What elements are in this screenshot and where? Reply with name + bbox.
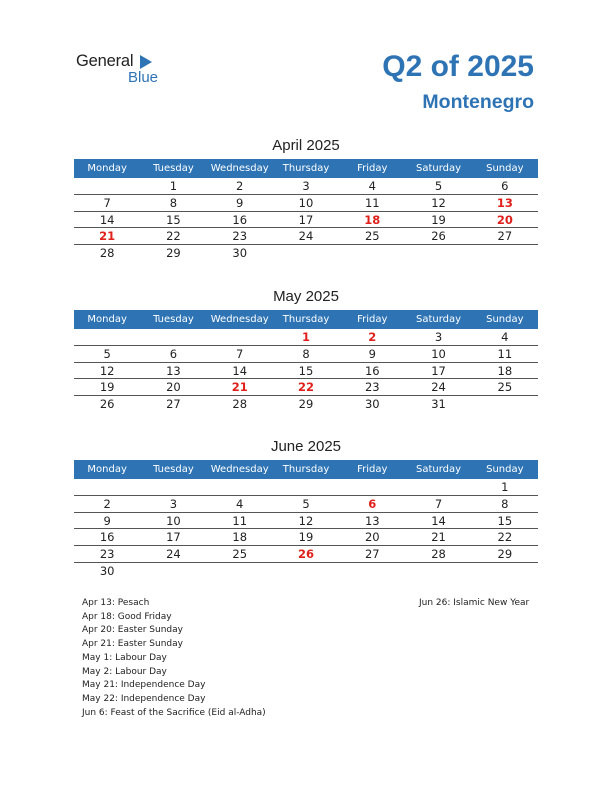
week-row <box>74 496 538 513</box>
weekday-header <box>74 460 538 479</box>
day-cell: 3 <box>302 179 310 193</box>
empty-day-cell <box>273 563 339 580</box>
day-cell: 15 <box>166 212 181 227</box>
day-cell: 23 <box>99 547 115 562</box>
week-row <box>74 479 538 496</box>
weekday-saturday: Saturday <box>416 163 462 174</box>
day-cell: 13 <box>496 195 513 210</box>
week-row <box>74 546 538 563</box>
day-cell: 18 <box>497 363 513 378</box>
day-cell: 25 <box>364 229 380 244</box>
day-cell: 25 <box>232 547 248 562</box>
holiday-item: May 21: Independence Day <box>82 680 206 691</box>
day-cell: 29 <box>497 547 513 562</box>
day-cell: 24 <box>431 380 446 395</box>
week-row <box>74 563 538 580</box>
empty-day-cell <box>207 563 273 580</box>
empty-day-cell <box>405 563 471 580</box>
holiday-item: Jun 6: Feast of the Sacrifice (Eid al-Adha) <box>82 707 266 718</box>
day-cell: 29 <box>298 397 314 412</box>
day-cell: 7 <box>434 496 443 511</box>
weekday-thursday: Thursday <box>282 163 330 174</box>
day-cell: 22 <box>497 530 513 545</box>
day-cell: 15 <box>497 513 513 528</box>
weekday-thursday: Thursday <box>282 464 330 475</box>
day-cell: 20 <box>496 212 513 227</box>
country-name: Montenegro <box>422 91 534 113</box>
holiday-item: Apr 20: Easter Sunday <box>82 625 183 636</box>
day-cell: 1 <box>169 179 178 193</box>
day-cell: 7 <box>103 195 111 210</box>
empty-day-cell <box>140 329 206 345</box>
day-cell: 9 <box>236 195 244 210</box>
empty-day-cell <box>273 245 339 262</box>
holiday-item: Apr 21: Easter Sunday <box>82 639 183 650</box>
day-cell: 27 <box>364 547 380 562</box>
empty-day-cell <box>74 479 140 495</box>
day-cell: 2 <box>368 330 377 344</box>
holiday-list-left <box>82 597 266 720</box>
day-cell: 5 <box>302 496 310 511</box>
day-cell: 22 <box>297 380 314 395</box>
month-june <box>74 438 538 580</box>
weekday-saturday: Saturday <box>416 464 462 475</box>
holiday-item: May 22: Independence Day <box>82 693 206 704</box>
day-cell: 24 <box>298 229 314 244</box>
weekday-thursday: Thursday <box>282 314 330 325</box>
day-cell: 14 <box>99 212 115 227</box>
day-cell: 18 <box>364 212 381 227</box>
day-cell: 12 <box>431 195 446 210</box>
day-cell: 3 <box>434 330 443 344</box>
day-cell: 30 <box>99 563 115 578</box>
day-cell: 17 <box>431 363 446 378</box>
day-cell: 6 <box>501 179 509 193</box>
empty-day-cell <box>207 479 273 495</box>
day-cell: 16 <box>99 530 115 545</box>
day-cell: 25 <box>497 380 513 395</box>
day-cell: 11 <box>497 346 513 361</box>
week-row <box>74 396 538 413</box>
day-cell: 12 <box>99 363 115 378</box>
day-cell: 4 <box>368 179 376 193</box>
day-cell: 26 <box>99 397 115 412</box>
day-cell: 26 <box>297 547 314 562</box>
day-cell: 19 <box>431 212 446 227</box>
day-cell: 9 <box>368 346 376 361</box>
day-cell: 10 <box>298 195 314 210</box>
day-cell: 22 <box>166 229 181 244</box>
day-cell: 10 <box>431 346 446 361</box>
week-row <box>74 379 538 396</box>
day-cell: 31 <box>431 397 446 412</box>
day-cell: 17 <box>166 530 181 545</box>
empty-day-cell <box>405 479 471 495</box>
page-title: Q2 of 2025 <box>382 50 534 83</box>
holiday-item: Apr 18: Good Friday <box>82 611 172 622</box>
empty-day-cell <box>472 245 538 262</box>
day-cell: 5 <box>434 179 443 193</box>
empty-day-cell <box>140 479 206 495</box>
day-cell: 4 <box>501 330 509 344</box>
day-cell: 19 <box>298 530 314 545</box>
day-cell: 1 <box>301 330 310 344</box>
day-cell: 30 <box>364 397 380 412</box>
weekday-tuesday: Tuesday <box>153 314 194 325</box>
week-row <box>74 529 538 546</box>
day-cell: 30 <box>232 246 248 261</box>
logo-general-text: General <box>76 52 134 70</box>
weekday-sunday: Sunday <box>486 314 524 325</box>
empty-day-cell <box>207 329 273 345</box>
weekday-tuesday: Tuesday <box>153 464 194 475</box>
day-cell: 11 <box>364 195 380 210</box>
week-row <box>74 329 538 346</box>
holiday-item: May 1: Labour Day <box>82 652 167 663</box>
weekday-friday: Friday <box>357 314 388 325</box>
day-cell: 21 <box>231 380 248 395</box>
weekday-wednesday: Wednesday <box>210 163 269 174</box>
day-cell: 3 <box>169 496 178 511</box>
weekday-wednesday: Wednesday <box>210 464 269 475</box>
day-cell: 23 <box>232 229 248 244</box>
empty-day-cell <box>339 479 405 495</box>
week-row <box>74 212 538 229</box>
day-cell: 28 <box>232 397 248 412</box>
month-title: May 2025 <box>273 288 339 305</box>
weekday-sunday: Sunday <box>486 464 524 475</box>
day-cell: 13 <box>166 363 181 378</box>
day-cell: 16 <box>364 363 380 378</box>
logo-flag-icon <box>140 55 152 69</box>
week-row <box>74 195 538 212</box>
month-may <box>74 288 538 413</box>
day-cell: 6 <box>169 346 178 361</box>
day-cell: 8 <box>302 346 310 361</box>
day-cell: 18 <box>232 530 248 545</box>
day-cell: 28 <box>431 547 446 562</box>
month-title: April 2025 <box>272 137 340 154</box>
day-cell: 21 <box>99 229 116 244</box>
weekday-monday: Monday <box>87 163 127 174</box>
day-cell: 15 <box>298 363 314 378</box>
day-cell: 14 <box>232 363 248 378</box>
empty-day-cell <box>339 245 405 262</box>
day-cell: 19 <box>99 380 115 395</box>
day-cell: 10 <box>166 513 181 528</box>
weekday-header <box>74 310 538 329</box>
empty-day-cell <box>472 396 538 413</box>
week-row <box>74 513 538 530</box>
day-cell: 5 <box>103 346 111 361</box>
weekday-tuesday: Tuesday <box>153 163 194 174</box>
weekday-monday: Monday <box>87 464 127 475</box>
day-cell: 27 <box>166 397 181 412</box>
holiday-list-right <box>419 597 529 611</box>
day-cell: 17 <box>298 212 314 227</box>
day-cell: 11 <box>232 513 248 528</box>
day-cell: 24 <box>166 547 181 562</box>
week-row <box>74 363 538 380</box>
day-cell: 13 <box>364 513 380 528</box>
day-cell: 8 <box>501 496 509 511</box>
day-cell: 14 <box>431 513 446 528</box>
weekday-saturday: Saturday <box>416 314 462 325</box>
day-cell: 2 <box>236 179 244 193</box>
weekday-friday: Friday <box>357 163 388 174</box>
holiday-item: Apr 13: Pesach <box>82 598 150 608</box>
holiday-item: May 2: Labour Day <box>82 666 167 677</box>
week-row <box>74 228 538 245</box>
day-cell: 20 <box>364 530 380 545</box>
empty-day-cell <box>339 563 405 580</box>
month-april <box>74 137 538 262</box>
empty-day-cell <box>74 329 140 345</box>
day-cell: 27 <box>497 229 513 244</box>
day-cell: 2 <box>103 496 111 511</box>
weekday-monday: Monday <box>87 314 127 325</box>
logo-blue-text: Blue <box>128 69 159 86</box>
day-cell: 26 <box>431 229 446 244</box>
day-cell: 23 <box>364 380 380 395</box>
day-cell: 8 <box>169 195 178 210</box>
empty-day-cell <box>273 479 339 495</box>
weekday-sunday: Sunday <box>486 163 524 174</box>
day-cell: 6 <box>368 496 377 511</box>
day-cell: 4 <box>236 496 244 511</box>
day-cell: 12 <box>298 513 314 528</box>
month-title: June 2025 <box>270 438 342 455</box>
day-cell: 20 <box>166 380 181 395</box>
day-cell: 28 <box>99 246 115 261</box>
weekday-wednesday: Wednesday <box>210 314 269 325</box>
week-row <box>74 178 538 195</box>
day-cell: 16 <box>232 212 248 227</box>
generalblue-logo <box>76 50 176 90</box>
day-cell: 9 <box>103 513 111 528</box>
day-cell: 7 <box>236 346 244 361</box>
empty-day-cell <box>140 563 206 580</box>
empty-day-cell <box>405 245 471 262</box>
empty-day-cell <box>74 178 140 194</box>
week-row <box>74 245 538 262</box>
weekday-header <box>74 159 538 178</box>
day-cell: 29 <box>166 246 181 261</box>
weekday-friday: Friday <box>357 464 388 475</box>
day-cell: 21 <box>431 530 446 545</box>
empty-day-cell <box>472 563 538 580</box>
holiday-item: Jun 26: Islamic New Year <box>419 598 530 608</box>
week-row <box>74 346 538 363</box>
day-cell: 1 <box>501 480 509 494</box>
